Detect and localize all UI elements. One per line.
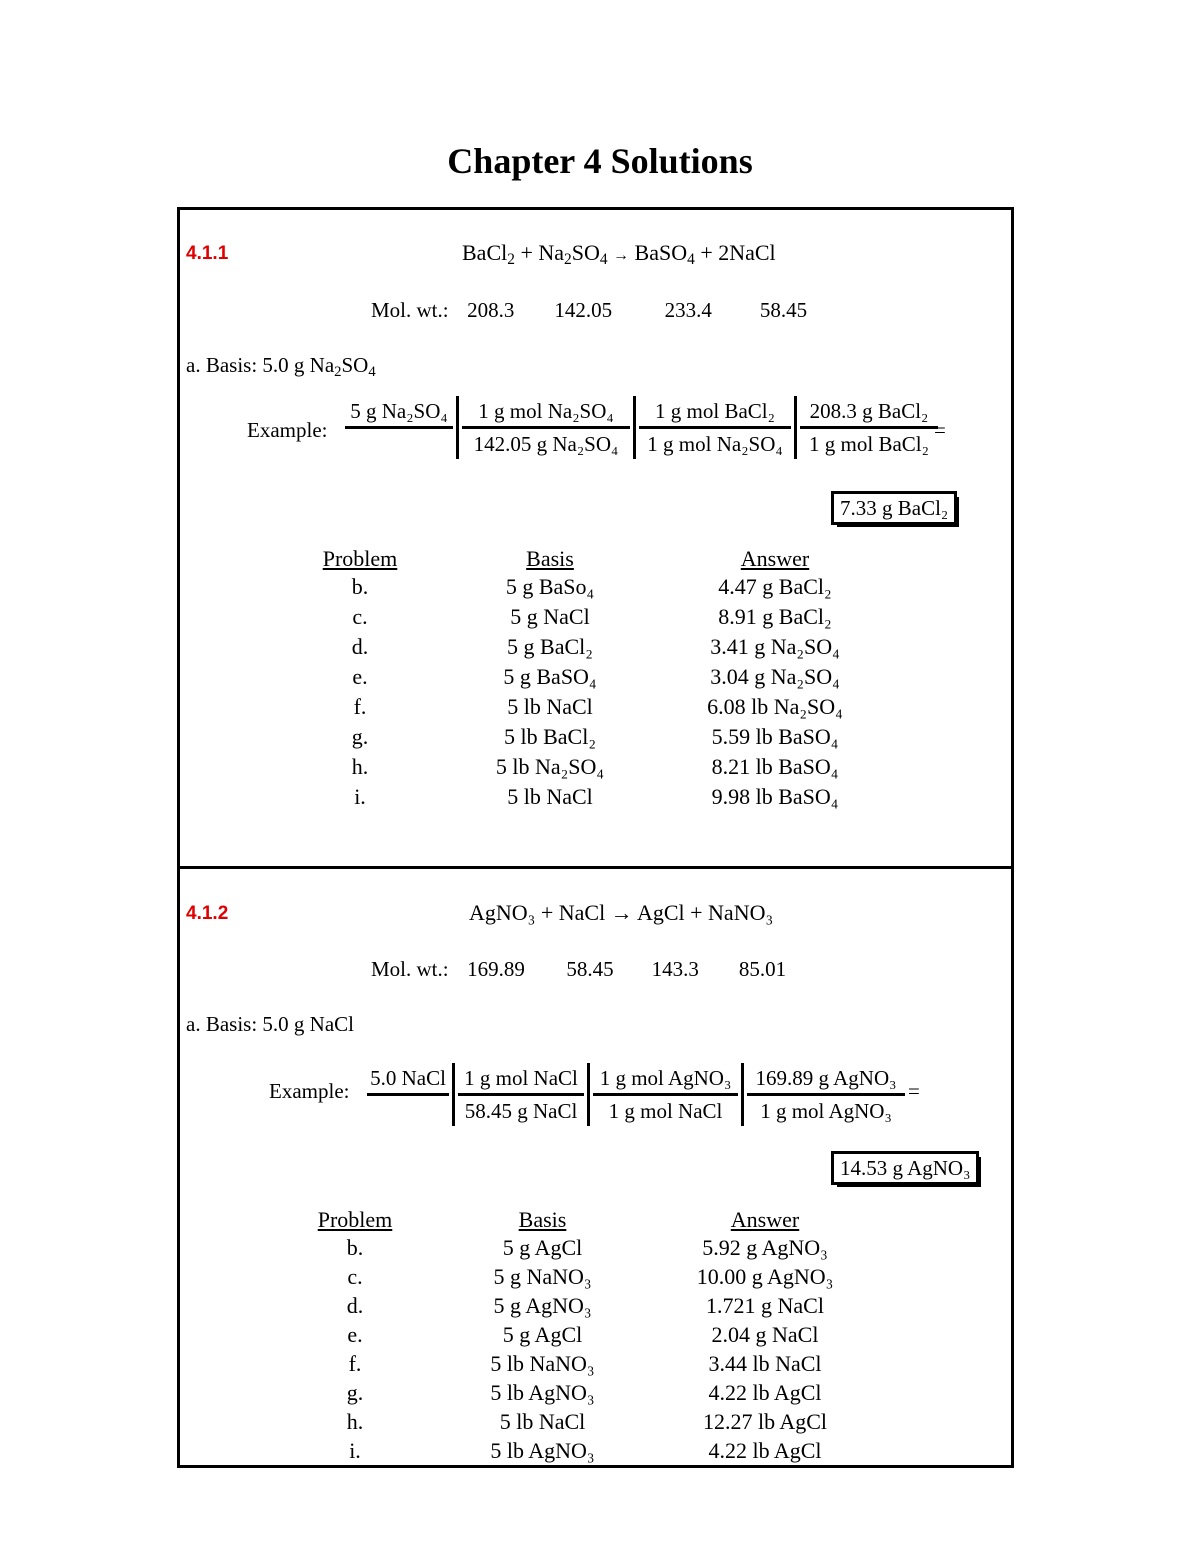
table-row xyxy=(285,572,885,602)
table-row xyxy=(285,632,885,662)
solution-box-4-1-2 xyxy=(177,866,1014,1468)
table-row xyxy=(285,662,885,692)
answer-cell: 1.721 g NaCl xyxy=(706,1292,824,1318)
basis-cell: 5 lb NaNO₃ xyxy=(490,1350,595,1376)
table-row xyxy=(280,1349,875,1378)
reactant-1: BaCl xyxy=(462,240,508,265)
problem-cell: b. xyxy=(351,574,369,599)
basis-cell: 5 g BaCl₂ xyxy=(507,634,593,659)
fraction-denominator: 1 g mol NaCl xyxy=(608,1099,723,1123)
problem-cell: e. xyxy=(352,664,368,689)
fraction-numerator: 169.89 g AgNO₃ xyxy=(747,1063,905,1096)
mol-wt-value: 143.3 xyxy=(651,957,699,981)
fraction-numerator: 1 g mol NaCl xyxy=(458,1063,584,1096)
answer-cell: 2.04 g NaCl xyxy=(711,1321,819,1347)
answer-cell: 9.98 lb BaSO₄ xyxy=(711,784,839,809)
basis-cell: 5 g NaCl xyxy=(510,604,590,629)
reactant-2-part: SO xyxy=(571,240,600,265)
basis-line: a. Basis: 5.0 g NaCl xyxy=(186,1012,354,1036)
mol-wt-value: 142.05 xyxy=(554,298,613,322)
table-row xyxy=(280,1436,875,1465)
answer-box: 14.53 g AgNO₃ xyxy=(831,1151,979,1185)
column-header-basis: Basis xyxy=(526,546,574,571)
fraction-denominator: 1 g mol AgNO₃ xyxy=(760,1099,892,1123)
product-1: BaSO xyxy=(634,240,688,265)
plus-sign: + xyxy=(520,240,533,265)
fraction-denominator: 1 g mol Na₂SO₄ xyxy=(647,432,783,456)
reaction-equation: AgNO₃ + NaCl → AgCl + NaNO₃ xyxy=(469,900,774,925)
fraction-numerator: 5.0 NaCl xyxy=(367,1063,449,1096)
basis-line xyxy=(186,353,376,378)
basis-part: SO xyxy=(341,353,369,377)
problem-cell: h. xyxy=(346,1408,364,1434)
table-row xyxy=(280,1262,875,1291)
fraction-numerator: 5 g Na₂SO₄ xyxy=(345,396,453,429)
answer-cell: 5.59 lb BaSO₄ xyxy=(711,724,839,749)
example-label: Example: xyxy=(247,418,328,442)
fraction-denominator: 1 g mol BaCl₂ xyxy=(809,432,929,456)
column-header-problem: Problem xyxy=(317,1207,393,1232)
mol-wt-value: 58.45 xyxy=(566,957,614,981)
problem-cell: b. xyxy=(346,1234,364,1260)
fraction-denominator xyxy=(367,1096,449,1126)
answer-cell: 10.00 g AgNO₃ xyxy=(696,1263,834,1289)
fraction-numerator: 208.3 g BaCl₂ xyxy=(800,396,938,429)
basis-cell: 5 lb NaCl xyxy=(507,694,593,719)
fraction-denominator: 58.45 g NaCl xyxy=(464,1099,578,1123)
page-title: Chapter 4 Solutions xyxy=(447,141,753,181)
fraction-numerator: 1 g mol Na₂SO₄ xyxy=(462,396,630,429)
problem-cell: i. xyxy=(349,1437,361,1463)
column-header-answer: Answer xyxy=(740,546,810,571)
table-row xyxy=(285,722,885,752)
equals-sign: = xyxy=(908,1079,920,1103)
problem-cell: f. xyxy=(348,1350,362,1376)
solution-box-4-1-1 xyxy=(177,207,1014,869)
unit-conversion-fraction xyxy=(342,396,941,459)
fraction-numerator: 1 g mol BaCl₂ xyxy=(639,396,791,429)
mol-wt-value: 208.3 xyxy=(467,298,515,322)
mol-wt-label: Mol. wt.: xyxy=(371,957,449,981)
answer-cell: 4.47 g BaCl₂ xyxy=(718,574,832,599)
problem-cell: g. xyxy=(346,1379,364,1405)
results-table xyxy=(285,546,885,812)
answer-cell: 8.21 lb BaSO₄ xyxy=(711,754,839,779)
problem-cell: d. xyxy=(346,1292,364,1318)
answer-cell: 5.92 g AgNO₃ xyxy=(702,1234,828,1260)
basis-cell: 5 g BaSo₄ xyxy=(505,574,595,599)
table-row xyxy=(285,782,885,812)
problem-cell: h. xyxy=(351,754,369,779)
subscript: 2 xyxy=(334,364,342,380)
product-2: 2NaCl xyxy=(718,240,776,265)
basis-cell: 5 g AgCl xyxy=(502,1321,583,1347)
problem-number: 4.1.1 xyxy=(186,243,229,264)
subscript: 2 xyxy=(564,251,572,268)
answer-cell: 4.22 lb AgCl xyxy=(708,1437,822,1463)
basis-cell: 5 g BaSO₄ xyxy=(503,664,597,689)
problem-cell: g. xyxy=(351,724,369,749)
subscript: 2 xyxy=(507,251,515,268)
basis-cell: 5 g AgCl xyxy=(502,1234,583,1260)
answer-cell: 3.04 g Na₂SO₄ xyxy=(710,664,840,689)
subscript: 4 xyxy=(687,251,695,268)
plus-sign: + xyxy=(700,240,713,265)
fraction-denominator xyxy=(345,429,453,459)
mol-wt-value: 169.89 xyxy=(467,957,525,981)
problem-cell: d. xyxy=(351,634,369,659)
subscript: 4 xyxy=(599,251,608,268)
table-row xyxy=(285,752,885,782)
answer-cell: 3.41 g Na₂SO₄ xyxy=(710,634,840,659)
answer-cell: 3.44 lb NaCl xyxy=(708,1350,822,1376)
column-header-problem: Problem xyxy=(322,546,398,571)
basis-cell: 5 lb Na₂SO₄ xyxy=(495,754,605,779)
problem-cell: c. xyxy=(352,604,368,629)
answer-box: 7.33 g BaCl₂ xyxy=(831,491,957,525)
table-row xyxy=(280,1378,875,1407)
reaction-arrow: → xyxy=(613,247,630,264)
answer-cell: 12.27 lb AgCl xyxy=(702,1408,828,1434)
table-row xyxy=(280,1291,875,1320)
problem-cell: f. xyxy=(353,694,367,719)
mol-wt-value: 58.45 xyxy=(759,298,808,322)
subscript: 4 xyxy=(368,364,376,380)
table-row xyxy=(285,602,885,632)
basis-cell: 5 lb BaCl₂ xyxy=(503,724,596,749)
example-label: Example: xyxy=(269,1079,350,1103)
basis-cell: 5 lb AgNO₃ xyxy=(490,1437,595,1463)
mol-wt-row xyxy=(371,957,786,982)
basis-cell: 5 lb NaCl xyxy=(507,784,593,809)
table-row xyxy=(280,1320,875,1349)
answer-cell: 4.22 lb AgCl xyxy=(708,1379,822,1405)
column-header-basis: Basis xyxy=(518,1207,567,1232)
answer-cell: 8.91 g BaCl₂ xyxy=(718,604,832,629)
table-row xyxy=(285,692,885,722)
mol-wt-row xyxy=(371,298,807,323)
basis-cell: 5 g NaNO₃ xyxy=(493,1263,592,1289)
equals-sign: = xyxy=(934,418,946,442)
basis-cell: 5 lb AgNO₃ xyxy=(490,1379,595,1405)
column-header-answer: Answer xyxy=(730,1207,800,1232)
problem-cell: c. xyxy=(347,1263,363,1289)
problem-number: 4.1.2 xyxy=(186,903,229,924)
mol-wt-value: 85.01 xyxy=(738,957,787,981)
mol-wt-value: 233.4 xyxy=(664,298,712,322)
fraction-denominator: 142.05 g Na₂SO₄ xyxy=(473,432,619,456)
reaction-equation xyxy=(462,240,776,266)
reactant-2: Na xyxy=(538,240,565,265)
table-row xyxy=(280,1407,875,1436)
results-table xyxy=(280,1207,875,1465)
basis-cell: 5 g AgNO₃ xyxy=(493,1292,592,1318)
unit-conversion-fraction xyxy=(364,1063,908,1126)
fraction-numerator: 1 g mol AgNO₃ xyxy=(593,1063,738,1096)
basis-cell: 5 lb NaCl xyxy=(499,1408,586,1434)
problem-cell: e. xyxy=(347,1321,363,1347)
problem-cell: i. xyxy=(354,784,366,809)
basis-label: a. Basis: 5.0 g Na xyxy=(186,353,335,377)
mol-wt-label: Mol. wt.: xyxy=(371,298,449,322)
table-row xyxy=(280,1233,875,1262)
answer-cell: 6.08 lb Na₂SO₄ xyxy=(707,694,843,719)
